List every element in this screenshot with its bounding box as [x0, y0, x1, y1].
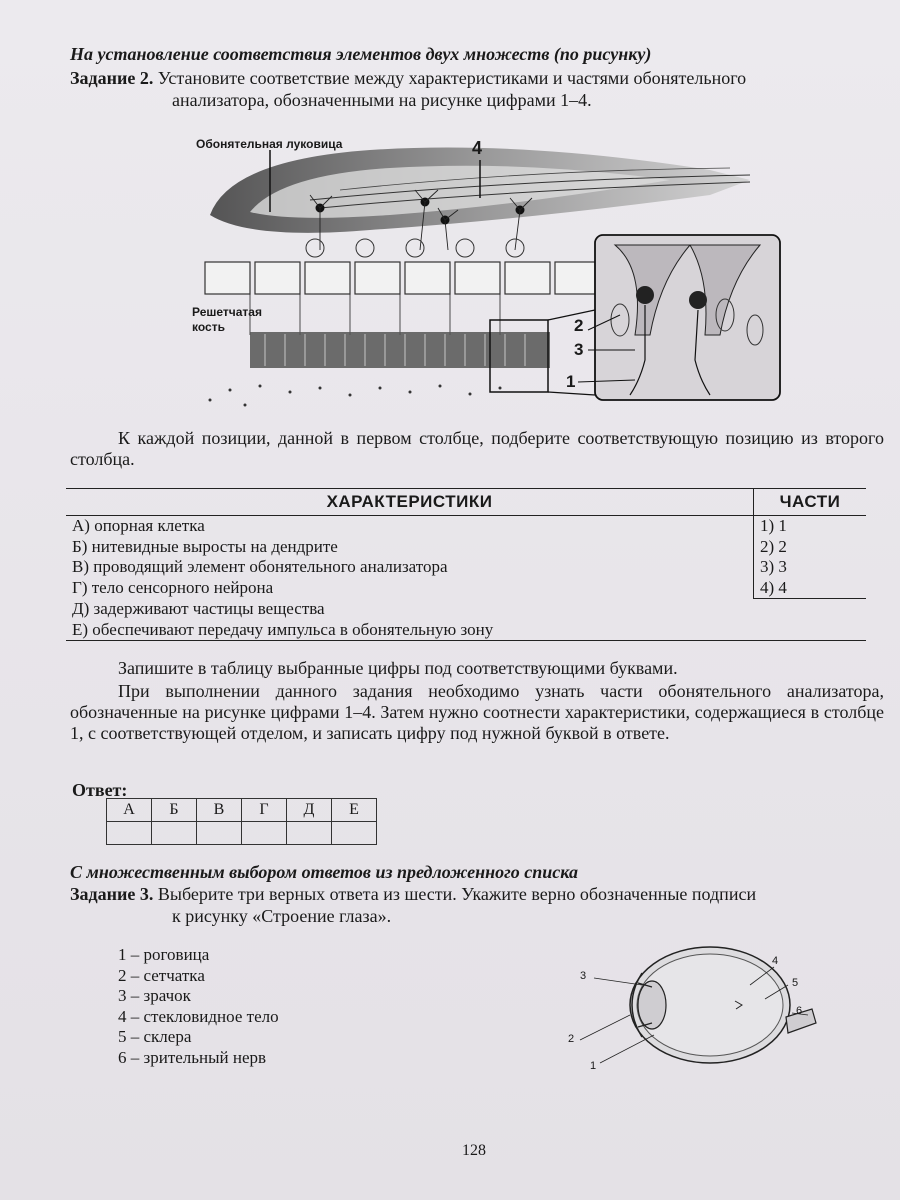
- list-item: 4 – стекловидное тело: [118, 1006, 279, 1026]
- label-ethmoid-bone-line2: кость: [192, 320, 225, 334]
- eye-label-4: 4: [772, 955, 779, 967]
- characteristic-d: Д) задерживают частицы вещества: [72, 599, 325, 618]
- instruction-write-digits: Запишите в таблицу выбранные цифры под соответствующими буквами.: [118, 658, 678, 678]
- list-item: 1 – роговица: [118, 945, 210, 964]
- part-empty: [754, 599, 867, 620]
- part-2: 2) 2: [754, 537, 867, 558]
- page-number: 128: [462, 1142, 486, 1159]
- label-olfactory-bulb: Обонятельная луковица: [196, 137, 343, 151]
- task-2-heading: [70, 68, 890, 88]
- matching-table: [66, 488, 866, 641]
- section-title-matching: На установление соответствия элементов двух множеств (по рисунку): [70, 44, 652, 64]
- characteristic-v: В) проводящий элемент обонятельного анализатора: [72, 557, 448, 577]
- task-3-heading: [70, 884, 890, 904]
- instruction-matching: К каждой позиции, данной в первом столбце, подберите соответствующую позицию из второго столбца.: [70, 428, 884, 469]
- answer-letters-row: [107, 799, 377, 822]
- table-row: [66, 599, 866, 620]
- task-2-text-line1: Установите соответствие между характеристиками и частями обонятельного: [157, 68, 747, 88]
- answer-cell-b[interactable]: [152, 822, 197, 845]
- table-row: [66, 516, 866, 537]
- answer-cells-row: [107, 822, 377, 845]
- answer-cell-d[interactable]: [287, 822, 332, 845]
- table-row: [66, 557, 866, 578]
- answer-letter: Г: [242, 799, 287, 822]
- list-item: 6 – зрительный нерв: [118, 1047, 267, 1067]
- answer-label: Ответ:: [72, 780, 128, 800]
- characteristic-b: Б) нитевидные выросты на дендрите: [72, 536, 338, 556]
- eye-label-5: 5: [792, 977, 799, 989]
- table-row: [66, 578, 866, 599]
- characteristic-a: А) опорная клетка: [72, 516, 205, 536]
- task-3-label: Задание 3.: [70, 884, 154, 904]
- answer-cell-g[interactable]: [242, 822, 287, 845]
- answer-letter: В: [197, 799, 242, 822]
- task-3-text-line2: к рисунку «Строение глаза».: [172, 906, 392, 926]
- characteristic-g: Г) тело сенсорного нейрона: [72, 578, 274, 597]
- answer-grid: [106, 798, 377, 845]
- eye-options-list: [118, 945, 279, 1068]
- characteristic-e: Е) обеспечивают передачу импульса в обонятельную зону: [66, 620, 754, 641]
- part-3: 3) 3: [754, 557, 867, 578]
- section-title-multiple-choice: С множественным выбором ответов из предложенного списка: [70, 862, 578, 882]
- answer-letter: А: [107, 799, 152, 822]
- answer-cell-e[interactable]: [332, 822, 377, 845]
- list-item: 2 – сетчатка: [118, 965, 205, 985]
- header-parts: ЧАСТИ: [754, 489, 867, 516]
- eye-label-2: 2: [568, 1033, 575, 1045]
- answer-letter: Е: [332, 799, 377, 822]
- figure-number-3: 3: [574, 340, 584, 359]
- eye-label-1: 1: [590, 1060, 597, 1072]
- eye-label-6: 6: [796, 1005, 803, 1017]
- eye-structure-figure: [560, 945, 820, 1080]
- figure-number-4: 4: [472, 138, 483, 158]
- table-row: [66, 620, 866, 641]
- part-4: 4) 4: [754, 578, 867, 599]
- instruction-solution-hint: При выполнении данного задания необходимо узнать части обонятельного анализатора, обозначенные на рисунке цифрами 1–4. Затем нужно соотнести характеристики, содержащиеся в столбце 1, с соответствующей отделом, и записать цифру под нужной буквой в ответе.: [70, 681, 884, 743]
- header-characteristics: ХАРАКТЕРИСТИКИ: [66, 489, 754, 516]
- answer-letter: Б: [152, 799, 197, 822]
- table-row: [66, 537, 866, 558]
- task-2-label: Задание 2.: [70, 68, 154, 88]
- task-3-text-line1: Выберите три верных ответа из шести. Укажите верно обозначенные подписи: [157, 884, 757, 904]
- matching-table-header: [66, 489, 866, 516]
- answer-cell-a[interactable]: [107, 822, 152, 845]
- eye-label-3: 3: [580, 970, 587, 982]
- part-1: 1) 1: [754, 516, 867, 537]
- olfactory-analyzer-figure: [190, 120, 790, 415]
- list-item: 5 – склера: [118, 1027, 192, 1046]
- answer-letter: Д: [287, 799, 332, 822]
- figure-number-1: 1: [566, 372, 576, 391]
- task-2-text-line2: анализатора, обозначенными на рисунке цифрами 1–4.: [172, 90, 592, 110]
- figure-number-2: 2: [574, 316, 584, 335]
- part-empty: [754, 620, 867, 641]
- label-ethmoid-bone-line1: Решетчатая: [192, 305, 262, 319]
- answer-cell-v[interactable]: [197, 822, 242, 845]
- list-item: 3 – зрачок: [118, 986, 191, 1005]
